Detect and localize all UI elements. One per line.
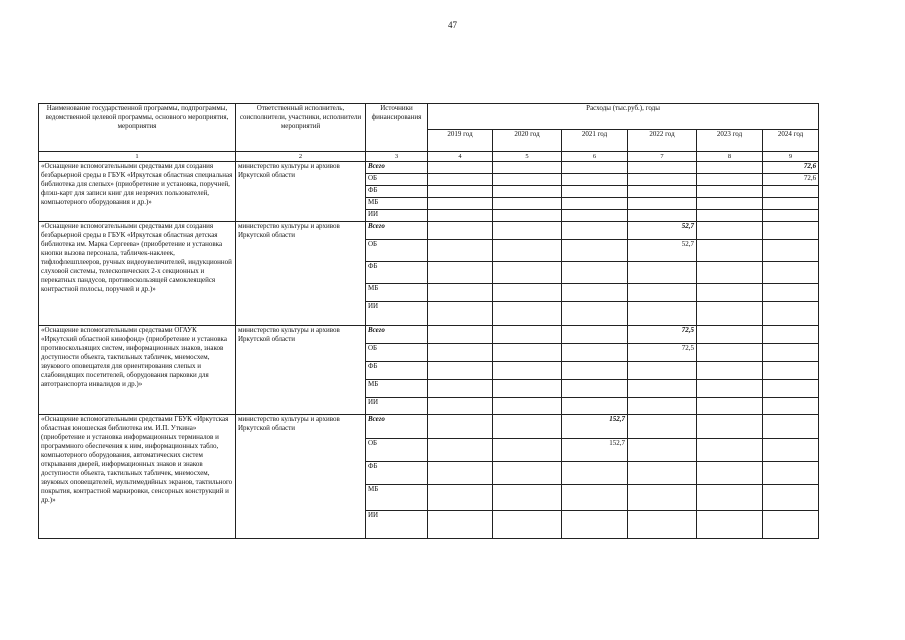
column-number: 6 xyxy=(562,152,628,162)
expense-value xyxy=(493,415,562,439)
expense-value xyxy=(428,162,493,174)
funding-source: ИИ xyxy=(366,210,428,222)
expense-value xyxy=(493,326,562,344)
expense-value xyxy=(493,398,562,415)
expense-value xyxy=(697,362,763,380)
funding-source: Всего xyxy=(366,222,428,240)
expense-value xyxy=(428,210,493,222)
program-description: «Оснащение вспомогательными средствами ГБУК «Иркутская областная юношеская библиотека им. И.П. Уткина» (приобретение и установка информационных терминалов и программного обеспечения к ним, информационных табло, компьютерного оборудования, автоматических систем открывания дверей, информационных знаков и знаков доступности объекта, тактильных табличек, мнемосхем, звуковых оповещателей, мультимедийных экранов, тактильного покрытия, контрастной маркировки, сенсорных конструкций и др.)» xyxy=(39,415,236,539)
expense-value xyxy=(428,511,493,539)
expense-value xyxy=(493,174,562,186)
expense-value xyxy=(763,198,819,210)
expense-value: 152,7 xyxy=(562,415,628,439)
header-year: 2023 год xyxy=(697,130,763,152)
expense-value xyxy=(493,462,562,485)
expense-value xyxy=(493,162,562,174)
column-number: 5 xyxy=(493,152,562,162)
expense-value xyxy=(428,326,493,344)
header-year: 2024 год xyxy=(763,130,819,152)
expense-value xyxy=(628,362,697,380)
expense-value xyxy=(697,511,763,539)
expense-value xyxy=(628,511,697,539)
expense-value xyxy=(697,186,763,198)
expense-value xyxy=(562,222,628,240)
responsible-executor: министерство культуры и архивов Иркутской области xyxy=(236,222,366,326)
header-year: 2019 год xyxy=(428,130,493,152)
expense-value xyxy=(493,262,562,284)
expense-value: 152,7 xyxy=(562,439,628,462)
expense-value xyxy=(428,262,493,284)
header-year: 2021 год xyxy=(562,130,628,152)
expense-value xyxy=(763,262,819,284)
expense-value xyxy=(697,302,763,326)
budget-table xyxy=(38,103,819,539)
expense-value xyxy=(763,210,819,222)
expense-value xyxy=(562,380,628,398)
expense-value xyxy=(562,344,628,362)
expense-value xyxy=(428,302,493,326)
expense-value xyxy=(763,302,819,326)
expense-value: 72,6 xyxy=(763,162,819,174)
expense-value xyxy=(697,398,763,415)
expense-value xyxy=(697,222,763,240)
expense-value xyxy=(628,462,697,485)
expense-value xyxy=(763,284,819,302)
expense-value xyxy=(562,326,628,344)
responsible-executor: министерство культуры и архивов Иркутской области xyxy=(236,326,366,415)
expense-value xyxy=(628,485,697,511)
expense-value xyxy=(697,162,763,174)
expense-value xyxy=(763,362,819,380)
column-number: 8 xyxy=(697,152,763,162)
expense-value xyxy=(562,398,628,415)
expense-value xyxy=(428,485,493,511)
expense-value xyxy=(493,302,562,326)
expense-value xyxy=(628,186,697,198)
header-name: Наименование государственной программы, подпрограммы, ведомственной целевой программы, основного мероприятия, мероприятия xyxy=(39,104,236,152)
expense-value xyxy=(628,162,697,174)
header-responsible: Ответственный исполнитель, соисполнители, участники, исполнители мероприятий xyxy=(236,104,366,152)
expense-value xyxy=(428,398,493,415)
expense-value xyxy=(628,198,697,210)
expense-value xyxy=(697,240,763,262)
funding-source: ИИ xyxy=(366,302,428,326)
expense-value xyxy=(628,210,697,222)
expense-value xyxy=(562,302,628,326)
expense-value xyxy=(628,284,697,302)
funding-source: МБ xyxy=(366,198,428,210)
expense-value xyxy=(763,344,819,362)
column-number: 2 xyxy=(236,152,366,162)
expense-value xyxy=(763,398,819,415)
funding-source: Всего xyxy=(366,415,428,439)
expense-value xyxy=(428,222,493,240)
expense-value xyxy=(428,344,493,362)
header-expenses: Расходы (тыс.руб.), годы xyxy=(428,104,819,130)
expense-value xyxy=(493,344,562,362)
funding-source: МБ xyxy=(366,380,428,398)
expense-value xyxy=(562,262,628,284)
funding-source: Всего xyxy=(366,162,428,174)
expense-value xyxy=(562,511,628,539)
expense-value xyxy=(697,174,763,186)
expense-value: 72,5 xyxy=(628,344,697,362)
expense-value xyxy=(628,302,697,326)
expense-value xyxy=(428,362,493,380)
expense-value xyxy=(562,186,628,198)
expense-value xyxy=(697,326,763,344)
expense-value xyxy=(493,284,562,302)
expense-value xyxy=(562,462,628,485)
expense-value xyxy=(562,485,628,511)
program-description: «Оснащение вспомогательными средствами для создания безбарьерной среды в ГБУК «Иркутская областная специальная библиотека для слепых» (приобретение и установка, поручней, флэш-карт для записи книг для незрячих пользователей, компьютерного оборудования и др.)» xyxy=(39,162,236,222)
expense-value xyxy=(428,284,493,302)
expense-value xyxy=(697,198,763,210)
column-number: 1 xyxy=(39,152,236,162)
expense-value xyxy=(493,186,562,198)
funding-source: ФБ xyxy=(366,362,428,380)
expense-value xyxy=(763,439,819,462)
funding-source: МБ xyxy=(366,284,428,302)
column-number: 7 xyxy=(628,152,697,162)
expense-value xyxy=(428,198,493,210)
expense-value xyxy=(763,186,819,198)
funding-source: ФБ xyxy=(366,262,428,284)
funding-source: МБ xyxy=(366,485,428,511)
expense-value xyxy=(428,462,493,485)
expense-value xyxy=(763,326,819,344)
expense-value xyxy=(493,362,562,380)
expense-value xyxy=(763,485,819,511)
column-numbers-row xyxy=(39,152,819,162)
expense-value: 52,7 xyxy=(628,222,697,240)
funding-source: Всего xyxy=(366,326,428,344)
funding-source: ОБ xyxy=(366,174,428,186)
funding-source: ОБ xyxy=(366,439,428,462)
column-number: 9 xyxy=(763,152,819,162)
expense-value xyxy=(763,462,819,485)
expense-value xyxy=(562,362,628,380)
expense-value xyxy=(697,439,763,462)
expense-value xyxy=(628,380,697,398)
column-number: 4 xyxy=(428,152,493,162)
table-row xyxy=(39,222,819,240)
expense-value: 72,5 xyxy=(628,326,697,344)
responsible-executor: министерство культуры и архивов Иркутской области xyxy=(236,162,366,222)
expense-value xyxy=(697,462,763,485)
expense-value xyxy=(562,198,628,210)
expense-value xyxy=(428,439,493,462)
expense-value xyxy=(763,222,819,240)
expense-value xyxy=(763,380,819,398)
budget-body xyxy=(39,162,819,539)
funding-source: ОБ xyxy=(366,344,428,362)
expense-value xyxy=(628,398,697,415)
expense-value xyxy=(562,210,628,222)
funding-source: ОБ xyxy=(366,240,428,262)
expense-value: 72,6 xyxy=(763,174,819,186)
page-number: 47 xyxy=(448,20,457,30)
table-row xyxy=(39,415,819,439)
expense-value xyxy=(562,174,628,186)
expense-value xyxy=(493,511,562,539)
expense-value: 52,7 xyxy=(628,240,697,262)
header-year: 2022 год xyxy=(628,130,697,152)
expense-value xyxy=(628,415,697,439)
expense-value xyxy=(493,380,562,398)
table-row xyxy=(39,162,819,174)
program-description: «Оснащение вспомогательными средствами ОГАУК «Иркутский областной кинофонд» (приобретение и установка противоскользящих систем, информационных знаков, знаков доступности объекта, тактильных табличек, мнемосхем, звукового оповещателя для ориентирования слепых и слабовидящих посетителей, оборудования парковки для автотранспорта инвалидов и др.)» xyxy=(39,326,236,415)
expense-value xyxy=(763,240,819,262)
funding-source: ФБ xyxy=(366,186,428,198)
expense-value xyxy=(562,240,628,262)
header-sources: Источники финансирования xyxy=(366,104,428,152)
expense-value xyxy=(493,198,562,210)
expense-value xyxy=(697,485,763,511)
header-year: 2020 год xyxy=(493,130,562,152)
expense-value xyxy=(628,174,697,186)
responsible-executor: министерство культуры и архивов Иркутской области xyxy=(236,415,366,539)
expense-value xyxy=(697,415,763,439)
expense-value xyxy=(428,380,493,398)
expense-value xyxy=(697,262,763,284)
funding-source: ФБ xyxy=(366,462,428,485)
expense-value xyxy=(428,415,493,439)
expense-value xyxy=(493,222,562,240)
expense-value xyxy=(697,380,763,398)
expense-value xyxy=(697,284,763,302)
column-number: 3 xyxy=(366,152,428,162)
expense-value xyxy=(493,439,562,462)
funding-source: ИИ xyxy=(366,398,428,415)
expense-value xyxy=(628,439,697,462)
expense-value xyxy=(493,210,562,222)
expense-value xyxy=(562,284,628,302)
expense-value xyxy=(562,162,628,174)
expense-value xyxy=(697,210,763,222)
expense-value xyxy=(628,262,697,284)
expense-value xyxy=(493,240,562,262)
table-row xyxy=(39,326,819,344)
expense-value xyxy=(428,240,493,262)
funding-source: ИИ xyxy=(366,511,428,539)
expense-value xyxy=(697,344,763,362)
expense-value xyxy=(763,415,819,439)
expense-value xyxy=(763,511,819,539)
expense-value xyxy=(428,174,493,186)
expense-value xyxy=(493,485,562,511)
expense-value xyxy=(428,186,493,198)
program-description: «Оснащение вспомогательными средствами для создания безбарьерной среды в ГБУК «Иркутская областная детская библиотека им. Марка Сергеева» (приобретение и установка кнопки вызова персонала, табличек-наклеек, тифлофлешплееров, ручных видеоувеличителей, индукционной слуховой системы, телескопических 2-х секционных и перекатных пандусов, противоскользящей самоклеящейся контрастной полосы, поручней и др.)» xyxy=(39,222,236,326)
